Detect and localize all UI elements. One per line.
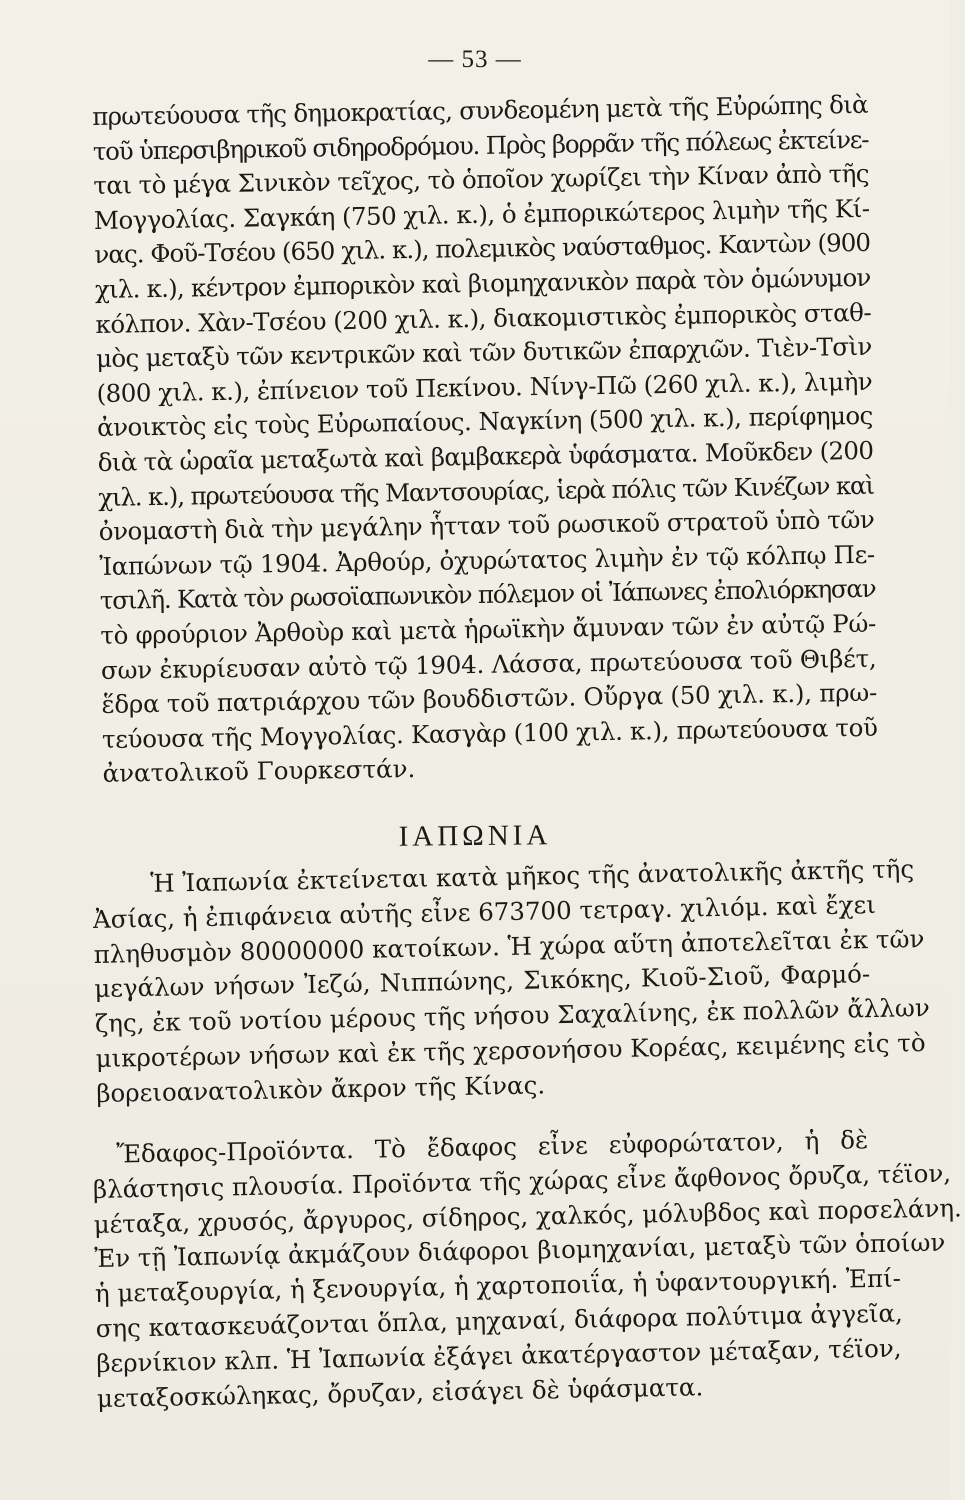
- text-line: Ἀσίας, ἡ ἐπιφάνεια αὐτῆς εἶνε 673700 τετραγ. χιλιόμ. καὶ ἔχει: [92, 889, 877, 934]
- paragraph-china-cities: [92, 88, 879, 792]
- text-line: τσιλῆ. Κατὰ τὸν ρωσοϊαπωνικὸν πόλεμον οἱ Ἰάπωνες ἐπολιόρκησαν: [99, 574, 876, 616]
- text-line: νας. Φοῦ-Τσέου (650 χιλ. κ.), πολεμικὸς ναύσταθμος. Καντὼν (900: [94, 228, 871, 270]
- text-line: κόλπον. Χὰν-Τσέου (200 χιλ. κ.), διακομιστικὸς ἐμπορικὸς σταθ-: [95, 297, 872, 339]
- text-line: χιλ. κ.), πρωτεύουσα τῆς Μαντσουρίας, ἱερὰ πόλις τῶν Κινέζων καὶ: [98, 470, 875, 512]
- text-line: Ἡ Ἰαπωνία ἐκτείνεται κατὰ μῆκος τῆς ἀνατολικῆς ἀκτῆς τῆς: [150, 854, 915, 898]
- text-line: βερνίκιον κλπ. Ἡ Ἰαπωνία ἐξάγει ἀκατέργαστον μέταξαν, τέϊον,: [96, 1333, 902, 1378]
- text-line: ζης, ἐκ τοῦ νοτίου μέρους τῆς νήσου Σαχαλίνης, ἐκ πολλῶν ἄλλων: [94, 993, 931, 1039]
- text-line: βλάστησις πλουσία. Προϊόντα τῆς χώρας εἶνε ἄφθονος ὄρυζα, τέϊον,: [92, 1158, 952, 1204]
- text-line: βορειοανατολικὸν ἄκρον τῆς Κίνας.: [96, 1070, 546, 1108]
- text-line: σων ἐκυρίευσαν αὐτὸ τῷ 1904. Λάσσα, πρωτεύουσα τοῦ Θιβέτ,: [100, 643, 877, 685]
- text-line: σης κατασκευάζονται ὅπλα, μηχαναί, διάφορα πολύτιμα ἀγγεῖα,: [95, 1298, 904, 1343]
- text-line: τὸ φρούριον Ἀρθοὺρ καὶ μετὰ ἡρωϊκὴν ἄμυναν τῶν ἐν αὐτῷ Ρώ-: [100, 608, 877, 650]
- text-line: μὸς μεταξὺ τῶν κεντρικῶν καὶ τῶν δυτικῶν ἐπαρχιῶν. Τιὲν-Τσὶν: [95, 331, 872, 374]
- text-line: (800 χιλ. κ.), ἐπίνειον τοῦ Πεκίνου. Νίνγ-Πῶ (260 χιλ. κ.), λιμὴν: [96, 366, 873, 408]
- text-line: ἕδρα τοῦ πατριάρχου τῶν βουδδιστῶν. Οὔργα (50 χιλ. κ.), πρω-: [101, 677, 878, 720]
- text-line: Ἔδαφος-Προϊόντα. Τὸ ἔδαφος εἶνε εὐφορώτατον, ἡ δὲ: [116, 1125, 869, 1169]
- text-line: ἀνοικτὸς εἰς τοὺς Εὐρωπαίους. Ναγκίνη (500 χιλ. κ.), περίφημος: [96, 401, 873, 443]
- text-line: ἡ μεταξουργία, ἡ ξενουργία, ἡ χαρτοποιΐα, ἡ ὑφαντουργική. Ἐπί-: [94, 1263, 902, 1309]
- text-line: διὰ τὰ ὡραῖα μεταξωτὰ καὶ βαμβακερὰ ὑφάσματα. Μοῦκδεν (200: [97, 435, 874, 477]
- paragraph-japan-products: [92, 1123, 963, 1416]
- text-line: Μογγολίας. Σαγκάη (750 χιλ. κ.), ὁ ἐμπορικώτερος λιμὴν τῆς Κί-: [93, 193, 870, 235]
- text-line: ὀνομαστὴ διὰ τὴν μεγάλην ἧτταν τοῦ ρωσικοῦ στρατοῦ ὑπὸ τῶν: [98, 504, 875, 547]
- text-line: τοῦ ὑπερσιβηρικοῦ σιδηροδρόμου. Πρὸς βορρᾶν τῆς πόλεως ἐκτείνε-: [92, 124, 869, 166]
- text-line: μικροτέρων νήσων καὶ ἐκ τῆς χερσονήσου Κορέας, κειμένης εἰς τὸ: [95, 1028, 926, 1073]
- text-line: Ἐν τῇ Ἰαπωνίᾳ ἀκμάζουν διάφοροι βιομηχανίαι, μεταξὺ τῶν ὁποίων: [94, 1228, 946, 1274]
- text-line: μεγάλων νήσων Ἰεζώ, Νιππώνης, Σικόκης, Κιοῦ-Σιοῦ, Φαρμό-: [94, 959, 871, 1004]
- paragraph-japan-geography: [92, 853, 931, 1111]
- page-number: — 53 —: [428, 46, 522, 73]
- text-line: μεταξοσκώληκας, ὄρυζαν, εἰσάγει δὲ ὑφάσματα.: [96, 1371, 704, 1413]
- text-line: τεύουσα τῆς Μογγολίας. Κασγὰρ (100 χιλ. κ.), πρωτεύουσα τοῦ: [101, 712, 878, 754]
- text-line: ται τὸ μέγα Σινικὸν τεῖχος, τὸ ὁποῖον χωρίζει τὴν Κίναν ἀπὸ τῆς: [93, 158, 870, 201]
- text-line: πρωτεύουσα τῆς δημοκρατίας, συνδεομένη μετὰ τῆς Εὐρώπης διὰ: [92, 89, 869, 131]
- text-line: μέταξα, χρυσός, ἄργυρος, σίδηρος, χαλκός, μόλυβδος καὶ πορσελάνη.: [93, 1192, 963, 1239]
- text-line: πληθυσμὸν 80000000 κατοίκων. Ἡ χώρα αὕτη ἀποτελεῖται ἐκ τῶν: [93, 923, 925, 969]
- text-line: Ἰαπώνων τῷ 1904. Ἀρθούρ, ὀχυρώτατος λιμὴν ἐν τῷ κόλπῳ Πε-: [99, 539, 876, 581]
- text-line: ἀνατολικοῦ Γουρκεστάν.: [102, 754, 416, 789]
- text-line: χιλ. κ.), κέντρον ἐμπορικὸν καὶ βιομηχανικὸν παρὰ τὸν ὁμώνυμον: [94, 262, 871, 304]
- section-heading: ΙΑΠΩΝΙΑ: [398, 819, 552, 853]
